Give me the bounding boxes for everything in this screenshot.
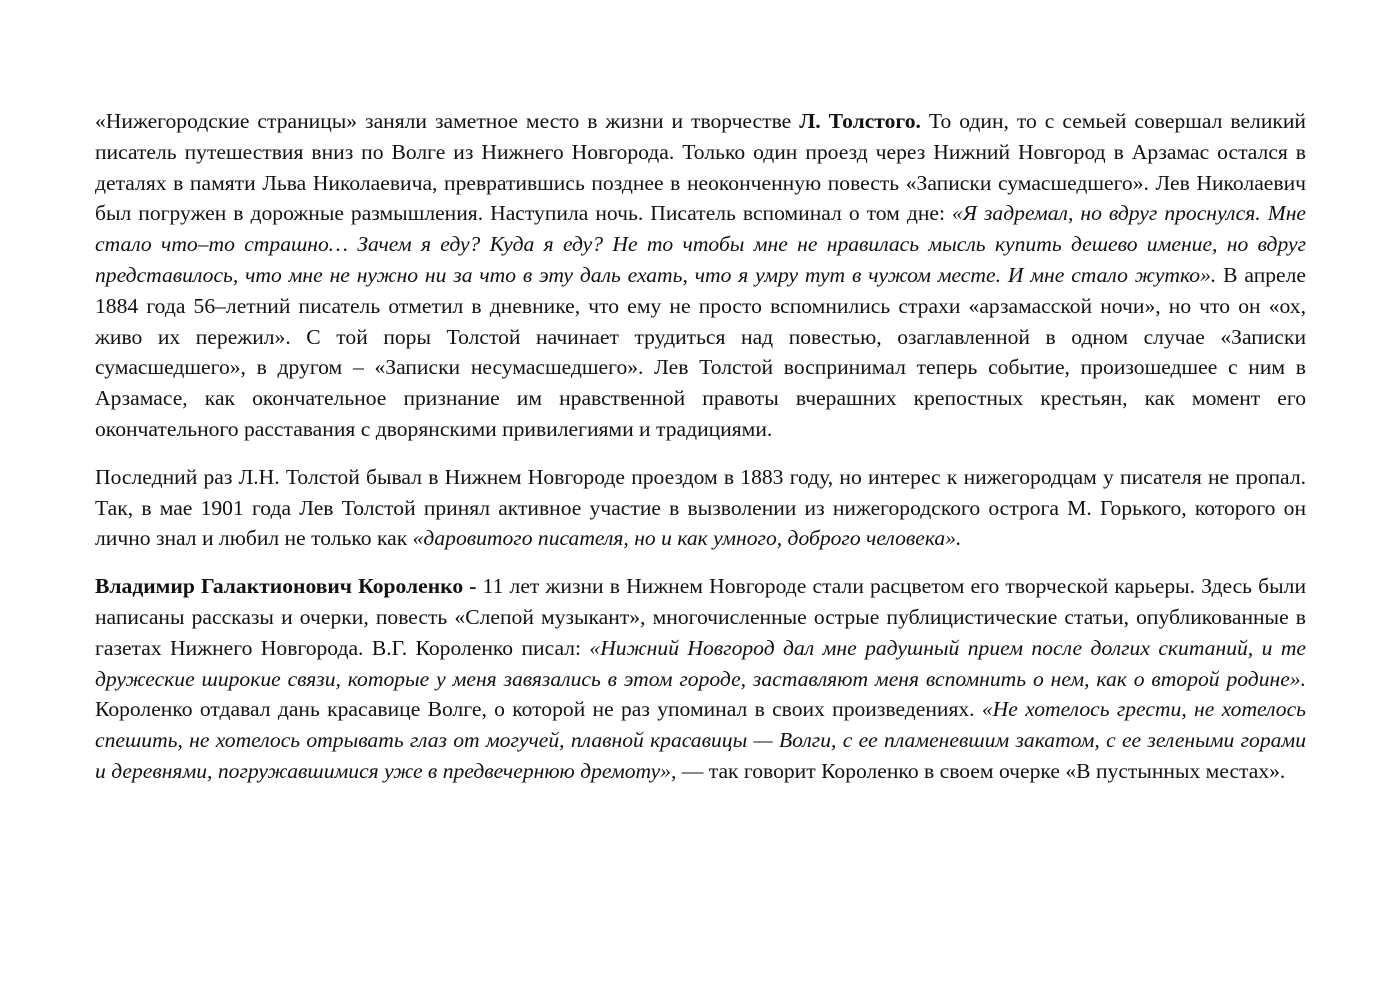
quote-tolstoy: «Я задремал, но вдруг проснулся. Мне стало что–то страшно… Зачем я еду? Куда я еду? Не то чтобы мне не нравилась мысль купить дешево имение, но вдруг представилось, что мне не нужно ни за что в эту даль ехать, что я умру тут в чужом месте. И мне стало жутко». bbox=[95, 201, 1306, 287]
text-segment: В апреле 1884 года 56–летний писатель отметил в дневнике, что ему не просто вспомнились страхи «арзамасской ночи», но что он «ох, живо их пережил». С той поры Толстой начинает трудиться над повестью, озаглавленной в одном случае «Записки сумасшедшего», в другом – «Записки несумасшедшего». Лев Толстой воспринимал теперь событие, произошедшее с ним в Арзамасе, как окончательное признание им нравственной правоты вчерашних крепостных крестьян, как момент его окончательного расставания с дворянскими привилегиями и традициями. bbox=[95, 262, 1306, 441]
text-segment: То один, то с семьей совершал великий писатель путешествия вниз по Волге из Нижнего Новгорода. Только один проезд через Нижний Новгород в Арзамас остался в деталях в памяти Льва Николаевича, превратившись позднее в неоконченную повесть «Записки сумасшедшего». Лев Николаевич был погружен в дорожные размышления. Наступила ночь. Писатель вспоминал о том дне: bbox=[95, 109, 1306, 226]
text-segment: 11 лет жизни в Нижнем Новгороде стали расцветом его творческой карьеры. Здесь были написаны рассказы и очерки, повесть «Слепой музыкант», многочисленные острые публицистические статьи, опубликованные в газетах Нижнего Новгорода. В.Г. Короленко писал: bbox=[95, 574, 1306, 660]
text-segment: Короленко отдавал дань красавице Волге, о которой не раз упоминал в своих произведениях. bbox=[95, 697, 982, 722]
quote-korolenko-volga: «Не хотелось грести, не хотелось спешить, не хотелось отрывать глаз от могучей, плавной красавицы — Волги, с ее пламеневшим закатом, с ее зелеными горами и деревнями, погружавшимися уже в предвечернюю дремоту», bbox=[95, 697, 1306, 783]
paragraph-tolstoy bbox=[95, 106, 1306, 445]
text-segment: Последний раз Л.Н. Толстой бывал в Нижнем Новгороде проездом в 1883 году, но интерес к нижегородцам у писателя не пропал. Так, в мае 1901 года Лев Толстой принял активное участие в вызволении из нижегородского острога М. Горького, которого он лично знал и любил не только как bbox=[95, 464, 1306, 551]
quote-korolenko-nizhny: «Нижний Новгород дал мне радушный прием после долгих скитаний, и те дружеские широкие связи, которые у меня завязались в этом городе, заставляют меня вспомнить о нем, как о второй родине». bbox=[95, 635, 1306, 691]
author-name-tolstoy: Л. Толстого. bbox=[799, 109, 921, 133]
text-segment: — так говорит Короленко в своем очерке «В пустынных местах». bbox=[676, 758, 1286, 783]
text-segment: «Нижегородские страницы» заняли заметное место в жизни и творчестве bbox=[95, 109, 800, 133]
quote-tolstoy-about-gorky: «даровитого писателя, но и как умного, доброго человека». bbox=[412, 526, 962, 551]
author-name-korolenko: Владимир Галактионович Короленко - bbox=[95, 574, 477, 599]
document-page bbox=[95, 106, 1306, 787]
paragraph-korolenko bbox=[95, 571, 1306, 787]
paragraph-tolstoy-gorky bbox=[95, 462, 1306, 554]
